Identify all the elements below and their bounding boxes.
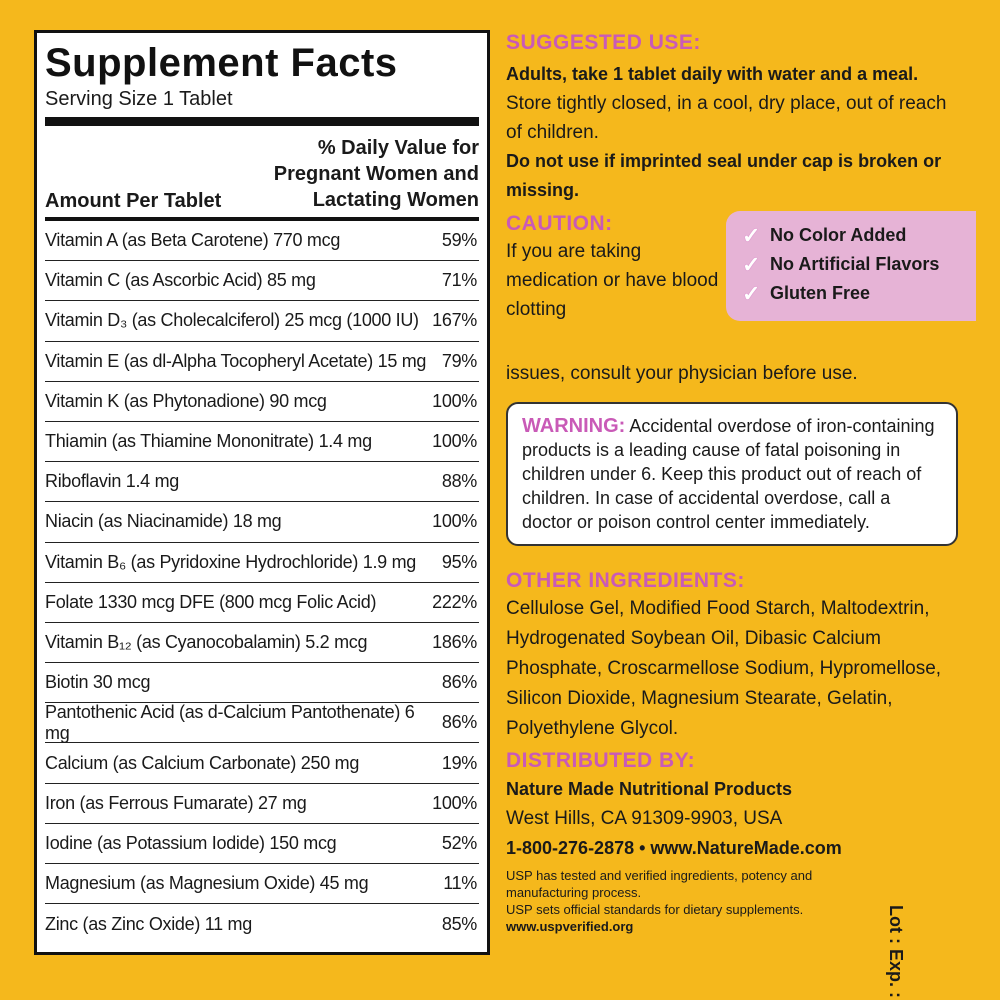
- nutrient-name: Vitamin B₆ (as Pyridoxine Hydrochloride) 1.9 mg: [45, 551, 416, 572]
- caution-section: [506, 211, 966, 359]
- nutrient-row: [45, 583, 479, 623]
- nutrient-name: Pantothenic Acid (as d-Calcium Pantothenate) 6 mg: [45, 701, 415, 743]
- usp-statement: [506, 867, 886, 935]
- nutrient-daily-value: 19%: [441, 752, 477, 773]
- nutrient-row: [45, 221, 479, 261]
- usp-line: USP sets official standards for dietary supplements.: [506, 902, 804, 917]
- other-ingredients-text: Cellulose Gel, Modified Food Starch, Maltodextrin, Hydrogenated Soybean Oil, Dibasic Calcium Phosphate, Croscarmellose Sodium, Hypromellose, Silicon Dioxide, Magnesium Stearate, Gelatin, Polyethylene Glycol.: [506, 598, 942, 739]
- usp-line: USP has tested and verified ingredients, potency and manufacturing process.: [506, 868, 813, 900]
- nutrient-daily-value: 167%: [432, 310, 477, 331]
- nutrient-list: [45, 221, 479, 944]
- column-header: [45, 126, 479, 221]
- nutrient-name: Vitamin D₃ (as Cholecalciferol) 25 mcg (1000 IU): [45, 310, 419, 331]
- nutrient-name: Calcium (as Calcium Carbonate) 250 mg: [45, 752, 360, 773]
- nutrient-row: [45, 301, 479, 341]
- nutrient-row: [45, 342, 479, 382]
- nutrient-row: [45, 663, 479, 703]
- warning-label: WARNING:: [522, 415, 626, 437]
- nutrient-daily-value: 100%: [432, 431, 477, 452]
- nutrient-name: Vitamin B₁₂ (as Cyanocobalamin) 5.2 mcg: [45, 631, 368, 652]
- nutrient-row: [45, 502, 479, 542]
- nutrient-name: Magnesium (as Magnesium Oxide) 45 mg: [45, 873, 369, 894]
- nutrient-row: [45, 703, 479, 743]
- serving-size: Serving Size 1 Tablet: [45, 87, 479, 126]
- nutrient-daily-value: 11%: [443, 873, 477, 894]
- nutrient-daily-value: 59%: [441, 230, 477, 251]
- nutrient-row: [45, 422, 479, 462]
- nutrient-name: Vitamin C (as Ascorbic Acid) 85 mg: [45, 270, 316, 291]
- nutrient-daily-value: 52%: [441, 832, 477, 853]
- label-info-column: [506, 30, 966, 935]
- nutrient-daily-value: 100%: [432, 390, 477, 411]
- nutrient-row: [45, 261, 479, 301]
- nutrient-row: [45, 382, 479, 422]
- nutrient-daily-value: 100%: [432, 511, 477, 532]
- caution-text: If you are taking medication or have blood clotting: [506, 241, 719, 320]
- nutrient-name: Vitamin A (as Beta Carotene) 770 mcg: [45, 230, 341, 251]
- warning-box: [506, 402, 958, 546]
- amount-header: Amount Per Tablet: [45, 190, 222, 212]
- nutrient-name: Biotin 30 mcg: [45, 672, 151, 693]
- other-ingredients-section: [506, 568, 966, 744]
- suggested-use-body: [506, 60, 966, 205]
- usp-url: www.uspverified.org: [506, 919, 634, 934]
- check-icon: ✓: [742, 280, 761, 306]
- other-ingredients-heading: OTHER INGREDIENTS:: [506, 569, 745, 592]
- dv-header-line: Pregnant Women and: [273, 163, 479, 185]
- nutrient-row: [45, 904, 479, 944]
- nutrient-row: [45, 543, 479, 583]
- nutrient-daily-value: 95%: [441, 551, 477, 572]
- nutrient-row: [45, 623, 479, 663]
- dv-header-line: % Daily Value for: [317, 137, 479, 159]
- lot-exp-label: Lot : Exp. :: [886, 905, 906, 998]
- facts-title: Supplement Facts: [45, 41, 398, 85]
- nutrient-daily-value: 86%: [441, 672, 477, 693]
- nutrient-daily-value: 186%: [432, 631, 477, 652]
- seal-line: Do not use if imprinted seal under cap is broken or missing.: [506, 151, 942, 200]
- caution-text-end: issues, consult your physician before use.: [506, 363, 858, 384]
- nutrient-name: Vitamin K (as Phytonadione) 90 mcg: [45, 390, 327, 411]
- nutrient-name: Zinc (as Zinc Oxide) 11 mg: [45, 913, 252, 934]
- storage-line: Store tightly closed, in a cool, dry place, out of reach of children.: [506, 93, 947, 143]
- nutrient-row: [45, 743, 479, 783]
- claim-label: No Artificial Flavors: [770, 254, 940, 274]
- claim-label: No Color Added: [770, 225, 907, 245]
- nutrient-row: [45, 784, 479, 824]
- nutrient-daily-value: 88%: [441, 471, 477, 492]
- nutrient-name: Iodine (as Potassium Iodide) 150 mcg: [45, 832, 337, 853]
- nutrient-daily-value: 86%: [441, 712, 477, 733]
- claims-badge-box: [726, 211, 976, 321]
- nutrient-daily-value: 85%: [441, 913, 477, 934]
- nutrient-name: Riboflavin 1.4 mg: [45, 471, 179, 492]
- distributor-name: Nature Made Nutritional Products: [506, 779, 793, 799]
- claim-badge: [742, 250, 976, 279]
- supplement-facts-panel: [34, 30, 490, 955]
- distributor-contact: 1-800-276-2878 • www.NatureMade.com: [506, 838, 842, 858]
- daily-value-header: [274, 135, 479, 213]
- nutrient-name: Folate 1330 mcg DFE (800 mcg Folic Acid): [45, 591, 377, 612]
- distributor-address: West Hills, CA 91309-9903, USA: [506, 808, 783, 829]
- distributed-heading: DISTRIBUTED BY:: [506, 749, 696, 772]
- claim-badge: [742, 221, 976, 250]
- nutrient-daily-value: 222%: [432, 591, 477, 612]
- caution-heading: CAUTION:: [506, 212, 613, 235]
- check-icon: ✓: [742, 222, 761, 248]
- nutrient-name: Vitamin E (as dl-Alpha Tocopheryl Acetate) 15 mg: [45, 350, 427, 371]
- nutrient-name: Iron (as Ferrous Fumarate) 27 mg: [45, 792, 307, 813]
- nutrient-daily-value: 100%: [432, 792, 477, 813]
- nutrient-name: Niacin (as Niacinamide) 18 mg: [45, 511, 282, 532]
- warning-text: Accidental overdose of iron-containing products is a leading cause of fatal poisoning in children under 6. Keep this product out of reach of children. In case of accidental overdose, call a doctor or poison control center immediately.: [522, 416, 935, 532]
- distributed-section: [506, 748, 966, 863]
- suggested-use-heading: SUGGESTED USE:: [506, 31, 701, 54]
- claim-label: Gluten Free: [770, 283, 871, 303]
- nutrient-daily-value: 79%: [441, 350, 477, 371]
- nutrient-row: [45, 824, 479, 864]
- nutrient-row: [45, 864, 479, 904]
- dv-header-line: Lactating Women: [312, 189, 479, 211]
- claim-badge: [742, 279, 976, 308]
- usage-line: Adults, take 1 tablet daily with water and a meal.: [506, 64, 919, 84]
- nutrient-name: Thiamin (as Thiamine Mononitrate) 1.4 mg: [45, 431, 372, 452]
- nutrient-row: [45, 462, 479, 502]
- check-icon: ✓: [742, 251, 761, 277]
- nutrient-daily-value: 71%: [441, 270, 477, 291]
